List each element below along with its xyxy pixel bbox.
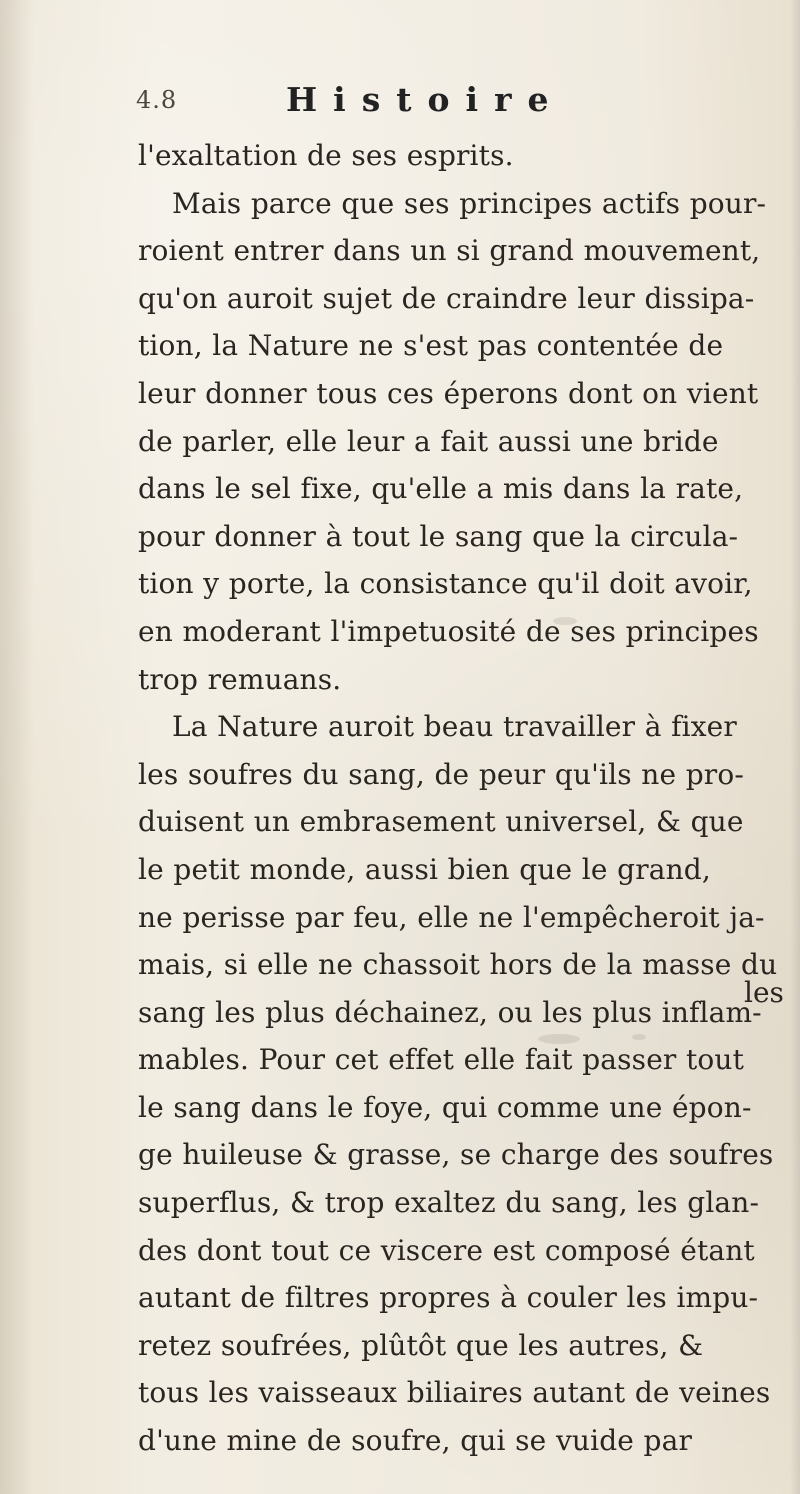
text-line: tion, la Nature ne s'est pas contentée de [138, 329, 724, 363]
text-line: de parler, elle leur a fait aussi une bride [138, 424, 719, 458]
text-line: trop remuans. [138, 662, 342, 696]
text-line: le sang dans le foye, qui comme une épon- [138, 1090, 752, 1124]
text-line: La Nature auroit beau travailler à fixer [172, 710, 737, 744]
text-line: tous les vaisseaux biliaires autant de veines [138, 1376, 771, 1410]
text-line: autant de filtres propres à couler les impu- [138, 1281, 759, 1315]
catchword: les [744, 976, 784, 1009]
text-line: en moderant l'impetuosité de ses principes [138, 614, 759, 648]
ink-stain [632, 1034, 646, 1040]
text-line: sang les plus déchainez, ou les plus inflam- [138, 995, 762, 1029]
ink-stain [538, 1034, 580, 1044]
ink-stain [553, 617, 577, 625]
text-line: qu'on auroit sujet de craindre leur dissipa- [138, 281, 755, 315]
text-line: tion y porte, la consistance qu'il doit avoir, [138, 567, 753, 601]
text-line: des dont tout ce viscere est composé étant [138, 1233, 755, 1267]
page-gutter-shadow [0, 0, 34, 1494]
text-line: mais, si elle ne chassoit hors de la masse du [138, 948, 778, 982]
text-line: ge huileuse & grasse, se charge des soufres [138, 1138, 774, 1172]
text-line: Mais parce que ses principes actifs pour- [172, 186, 767, 220]
page-header [132, 78, 652, 124]
main-text [138, 132, 784, 1465]
text-line: roient entrer dans un si grand mouvement, [138, 234, 761, 268]
text-line: l'exaltation de ses esprits. [138, 139, 514, 172]
text-line: les soufres du sang, de peur qu'ils ne pro- [138, 757, 744, 791]
text-line: pour donner à tout le sang que la circula- [138, 519, 739, 553]
text-line: d'une mine de soufre, qui se vuide par [138, 1424, 692, 1458]
text-line: ne perisse par feu, elle ne l'empêcheroit ja- [138, 900, 765, 934]
text-line: leur donner tous ces éperons dont on vient [138, 376, 759, 410]
text-line: duisent un embrasement universel, & que [138, 805, 744, 839]
text-line: mables. Pour cet effet elle fait passer tout [138, 1043, 744, 1077]
text-line: dans le sel fixe, qu'elle a mis dans la rate, [138, 472, 744, 506]
running-title: Histoire [286, 80, 565, 119]
text-line: retez soufrées, plûtôt que les autres, & [138, 1328, 704, 1362]
text-line: superflus, & trop exaltez du sang, les glan- [138, 1186, 760, 1220]
page-number: 4.8 [136, 86, 178, 114]
text-line: le petit monde, aussi bien que le grand, [138, 852, 711, 886]
page-edge [790, 0, 800, 1494]
